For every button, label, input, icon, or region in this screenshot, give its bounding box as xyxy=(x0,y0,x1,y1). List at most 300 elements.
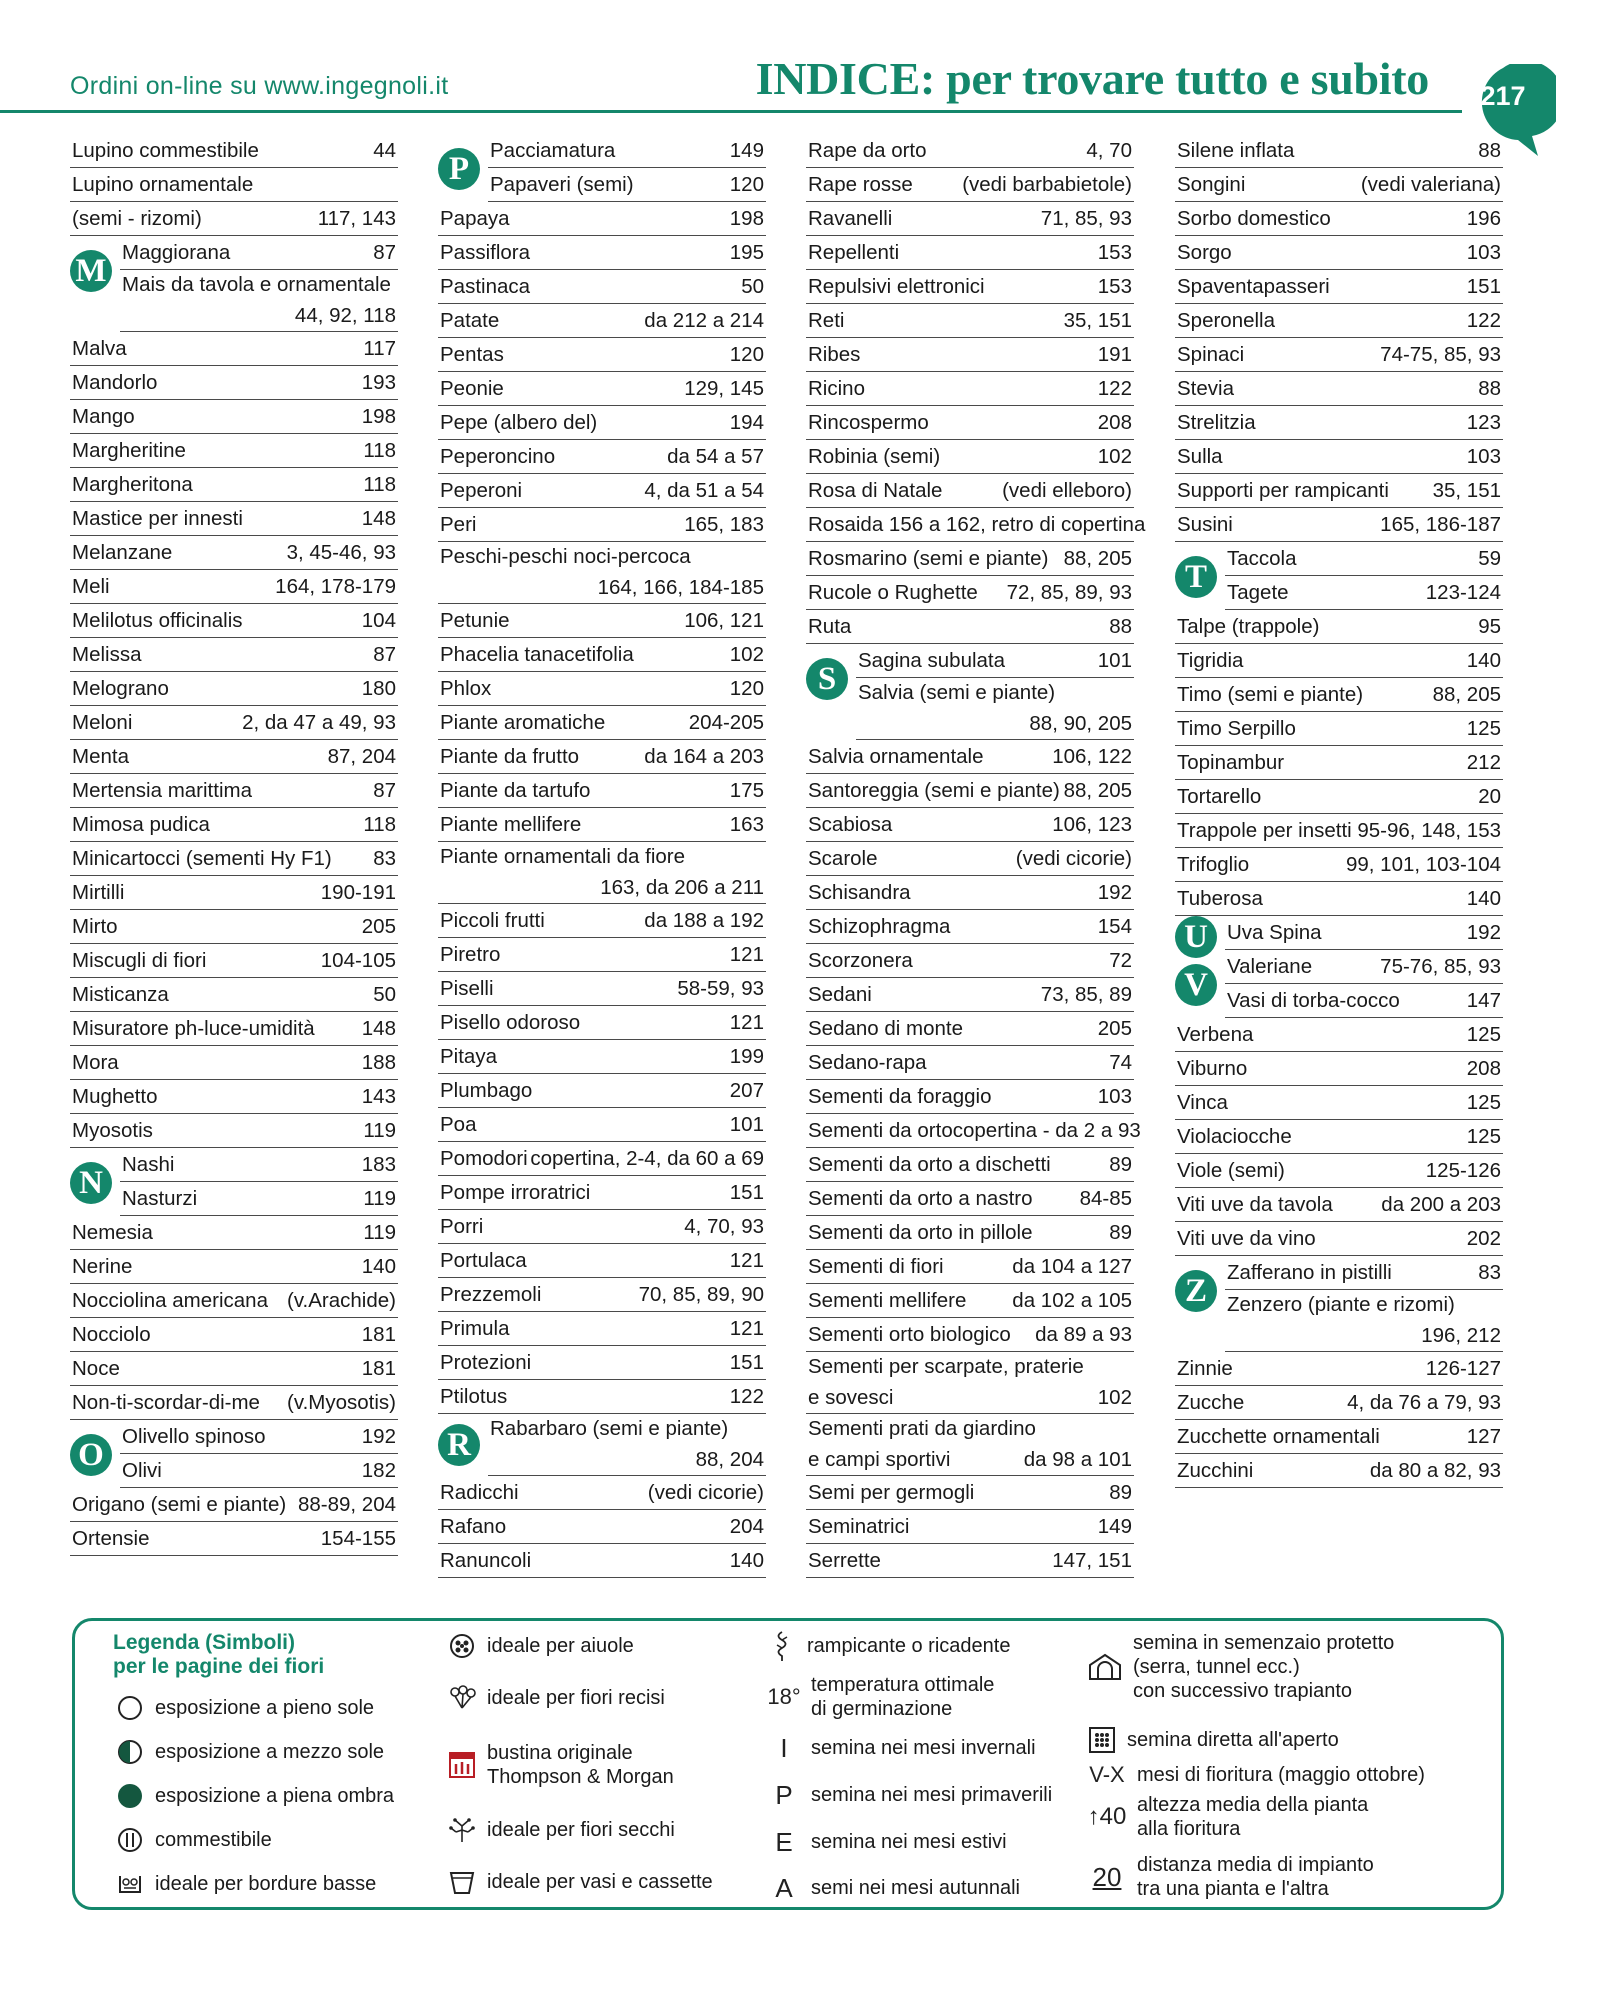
entry-line xyxy=(1177,1420,1501,1453)
index-entry[interactable] xyxy=(438,1142,766,1176)
entry-line xyxy=(122,236,396,269)
entry-name: Tortarello xyxy=(1177,784,1262,808)
entry-name: Piretro xyxy=(440,942,501,966)
index-entry[interactable] xyxy=(438,508,766,542)
entry-line xyxy=(440,1142,764,1175)
index-entry[interactable] xyxy=(70,672,398,706)
index-entry[interactable] xyxy=(806,168,1134,202)
page-number: 217 xyxy=(1480,81,1526,111)
index-entry[interactable] xyxy=(1175,372,1503,406)
index-entry[interactable] xyxy=(488,134,766,168)
index-entry[interactable] xyxy=(70,1046,398,1080)
index-entry[interactable] xyxy=(806,610,1134,644)
index-entry[interactable] xyxy=(438,1074,766,1108)
entry-line xyxy=(1227,950,1501,983)
index-entry[interactable] xyxy=(806,910,1134,944)
entry-group xyxy=(70,1488,398,1556)
entry-line xyxy=(72,808,396,841)
entry-name: Salvia ornamentale xyxy=(808,744,984,768)
index-entry[interactable] xyxy=(438,338,766,372)
entry-pages: 72 xyxy=(1109,948,1132,972)
entry-pages: 3, 45-46, 93 xyxy=(286,540,396,564)
entry-pages: 99, 101, 103-104 xyxy=(1345,852,1501,876)
index-entry[interactable] xyxy=(806,1182,1134,1216)
index-entry[interactable] xyxy=(438,542,766,604)
index-entry[interactable] xyxy=(438,672,766,706)
index-entry[interactable] xyxy=(70,1012,398,1046)
index-entry[interactable] xyxy=(1225,576,1503,610)
index-entry[interactable] xyxy=(1225,1256,1503,1290)
entry-pages: 153 xyxy=(1097,274,1132,298)
index-entry[interactable] xyxy=(1175,1188,1503,1222)
entry-pages: 181 xyxy=(361,1356,396,1380)
entry-pages: 121 xyxy=(729,942,764,966)
index-entry[interactable] xyxy=(806,1476,1134,1510)
index-entry[interactable] xyxy=(438,904,766,938)
index-entry[interactable] xyxy=(806,1250,1134,1284)
entry-line xyxy=(1177,1086,1501,1119)
index-entry[interactable] xyxy=(1225,916,1503,950)
entry-pages: 147, 151 xyxy=(1052,1548,1132,1572)
entry-name: Sementi orto biologico xyxy=(808,1322,1011,1346)
entry-name: Lupino ornamentale xyxy=(72,172,254,196)
entry-line xyxy=(440,1476,764,1509)
index-entry[interactable] xyxy=(438,1380,766,1414)
index-entry[interactable] xyxy=(806,270,1134,304)
index-entry[interactable] xyxy=(70,1080,398,1114)
entry-line xyxy=(440,1006,764,1039)
entry-pages: 192 xyxy=(1466,920,1501,944)
index-entry[interactable] xyxy=(806,134,1134,168)
index-entry[interactable] xyxy=(438,1346,766,1380)
entry-pages: 122 xyxy=(1466,308,1501,332)
entry-pages: 2, da 47 a 49, 93 xyxy=(242,710,396,734)
index-entry[interactable] xyxy=(438,604,766,638)
entry-pages: 149 xyxy=(729,138,764,162)
index-entry[interactable] xyxy=(70,638,398,672)
index-entry[interactable] xyxy=(1175,678,1503,712)
index-entry[interactable] xyxy=(70,134,398,168)
entry-name: Tuberosa xyxy=(1177,886,1263,910)
entry-line xyxy=(440,1040,764,1073)
index-entry[interactable] xyxy=(1175,610,1503,644)
entry-line xyxy=(122,1148,396,1181)
index-entry[interactable] xyxy=(806,576,1134,610)
index-entry[interactable] xyxy=(438,372,766,406)
index-entry[interactable] xyxy=(120,270,398,332)
entry-name: Strelitzia xyxy=(1177,410,1256,434)
index-entry[interactable] xyxy=(806,406,1134,440)
section-letter-n: N xyxy=(70,1162,112,1204)
index-entry[interactable] xyxy=(1175,1154,1503,1188)
index-entry[interactable] xyxy=(806,1114,1141,1148)
index-entry[interactable] xyxy=(1175,474,1503,508)
index-entry[interactable] xyxy=(438,774,766,808)
index-entry[interactable] xyxy=(1175,1052,1503,1086)
index-entry[interactable] xyxy=(438,1244,766,1278)
legend-item xyxy=(1085,1793,1368,1841)
index-entry[interactable] xyxy=(70,1284,398,1318)
entry-line xyxy=(440,542,764,572)
index-entry[interactable] xyxy=(1225,984,1503,1018)
entry-line xyxy=(122,1454,396,1487)
entry-pages: 153 xyxy=(1097,240,1132,264)
index-entry[interactable] xyxy=(1175,338,1503,372)
entry-pages: 95 xyxy=(1478,614,1501,638)
entry-line-2 xyxy=(490,1444,764,1475)
index-entry[interactable] xyxy=(438,1040,766,1074)
entry-line xyxy=(440,406,764,439)
index-entry[interactable] xyxy=(120,1148,398,1182)
index-entry[interactable] xyxy=(120,1454,398,1488)
index-entry[interactable] xyxy=(120,236,398,270)
legend-label xyxy=(811,1783,1052,1807)
index-entry[interactable] xyxy=(70,1114,398,1148)
index-entry[interactable] xyxy=(806,1544,1134,1578)
index-entry[interactable] xyxy=(1175,1352,1503,1386)
index-entry[interactable] xyxy=(70,468,398,502)
legend-label xyxy=(807,1634,1010,1658)
entry-pages: 151 xyxy=(729,1180,764,1204)
legend-label xyxy=(487,1634,634,1658)
index-entry[interactable] xyxy=(1175,1120,1503,1154)
index-entry[interactable] xyxy=(438,1544,766,1578)
height-icon: ↑40 xyxy=(1087,1803,1127,1830)
index-entry[interactable] xyxy=(70,536,398,570)
entry-name: Zucchette ornamentali xyxy=(1177,1424,1380,1448)
legend-label-line: ideale per bordure basse xyxy=(155,1873,377,1895)
spring-icon: P xyxy=(775,1780,793,1810)
index-entry[interactable] xyxy=(1225,1290,1503,1352)
index-entry[interactable] xyxy=(70,434,398,468)
index-entry[interactable] xyxy=(438,842,766,904)
index-entry[interactable] xyxy=(806,1414,1134,1476)
index-entry[interactable] xyxy=(70,400,398,434)
entry-pages: da 212 a 214 xyxy=(644,308,764,332)
index-entry[interactable] xyxy=(806,508,1146,542)
index-entry[interactable] xyxy=(70,740,398,774)
index-entry[interactable] xyxy=(806,236,1134,270)
legend-item xyxy=(113,1735,384,1769)
entry-name: Pitaya xyxy=(440,1044,497,1068)
entry-line xyxy=(808,1318,1132,1351)
entry-line xyxy=(808,338,1132,371)
entry-line xyxy=(808,1012,1132,1045)
index-entry[interactable] xyxy=(438,1108,766,1142)
entry-pages: 35, 151 xyxy=(1063,308,1132,332)
index-entry[interactable] xyxy=(1175,848,1503,882)
entry-line-2 xyxy=(440,572,764,603)
entry-line xyxy=(808,372,1132,405)
entry-line xyxy=(440,304,764,337)
index-entry[interactable] xyxy=(438,706,766,740)
index-entry[interactable] xyxy=(70,604,398,638)
entry-pages: 202 xyxy=(1466,1226,1501,1250)
entry-line xyxy=(1177,474,1501,507)
entry-pages: 106, 122 xyxy=(1052,744,1132,768)
winter-icon: I xyxy=(780,1733,788,1763)
index-entry[interactable] xyxy=(806,1352,1134,1414)
entry-pages: 165, 186-187 xyxy=(1380,512,1501,536)
entry-name: Piante ornamentali da fiore xyxy=(440,845,686,868)
index-entry[interactable] xyxy=(438,236,766,270)
legend-label-line: tra una pianta e l'altra xyxy=(1137,1878,1329,1900)
entry-line xyxy=(1177,678,1501,711)
index-entry[interactable] xyxy=(70,1250,398,1284)
index-entry[interactable] xyxy=(1175,440,1503,474)
index-entry[interactable] xyxy=(70,1522,398,1556)
index-entry[interactable] xyxy=(856,678,1134,740)
legend-label-line: rampicante o ricadente xyxy=(807,1635,1011,1657)
entry-pages: 50 xyxy=(741,274,764,298)
index-entry[interactable] xyxy=(488,1414,766,1476)
index-entry[interactable] xyxy=(806,372,1134,406)
index-entry[interactable] xyxy=(438,304,766,338)
index-entry[interactable] xyxy=(70,168,398,202)
index-entry[interactable] xyxy=(1175,644,1503,678)
entry-line xyxy=(1177,848,1501,881)
index-entry[interactable] xyxy=(1175,1454,1503,1488)
entry-name: Piccoli frutti xyxy=(440,908,545,932)
entry-line xyxy=(1227,576,1501,609)
entry-pages: 119 xyxy=(363,1118,396,1142)
index-entry[interactable] xyxy=(806,876,1134,910)
entry-line xyxy=(440,672,764,705)
index-entry[interactable] xyxy=(806,1216,1134,1250)
legend-label xyxy=(1137,1763,1425,1787)
entry-line xyxy=(1177,1120,1501,1153)
entry-line xyxy=(808,1114,1141,1147)
entry-pages: 165, 183 xyxy=(684,512,764,536)
entry-pages: 103 xyxy=(1097,1084,1132,1108)
index-entry[interactable] xyxy=(806,304,1134,338)
entry-pages: 74 xyxy=(1109,1050,1132,1074)
full-shade-icon xyxy=(113,1779,147,1813)
entry-name: Viole (semi) xyxy=(1177,1158,1285,1182)
entry-name: Scorzonera xyxy=(808,948,913,972)
greenhouse-icon xyxy=(1085,1650,1125,1684)
legend-label xyxy=(487,1870,713,1894)
entry-name: Nemesia xyxy=(72,1220,153,1244)
index-entry[interactable] xyxy=(438,938,766,972)
entry-pages: 198 xyxy=(729,206,764,230)
index-entry[interactable] xyxy=(806,202,1134,236)
entry-pages: 140 xyxy=(1466,886,1501,910)
entry-line xyxy=(1177,406,1501,439)
index-entry[interactable] xyxy=(70,1352,398,1386)
index-entry[interactable] xyxy=(70,978,398,1012)
index-entry[interactable] xyxy=(1175,406,1503,440)
index-entry[interactable] xyxy=(120,1420,398,1454)
index-entry[interactable] xyxy=(70,570,398,604)
index-entry[interactable] xyxy=(70,366,398,400)
section-letter-v: V xyxy=(1175,964,1217,1006)
index-entry[interactable] xyxy=(438,638,766,672)
index-entry[interactable] xyxy=(70,774,398,808)
entry-pages: 88-89, 204 xyxy=(297,1492,396,1516)
index-entry[interactable] xyxy=(70,332,398,366)
page-header xyxy=(0,0,1619,120)
entry-line-2 xyxy=(808,1382,1132,1413)
entry-pages: 44 xyxy=(373,138,396,162)
index-entry[interactable] xyxy=(1175,508,1503,542)
index-entry[interactable] xyxy=(806,774,1134,808)
legend-item xyxy=(765,1629,1010,1663)
entry-pages: 125 xyxy=(1466,1022,1501,1046)
entry-name: Pomodori xyxy=(440,1146,528,1170)
index-entry[interactable] xyxy=(1225,542,1503,576)
index-entry[interactable] xyxy=(1175,1420,1503,1454)
index-entry[interactable] xyxy=(806,542,1134,576)
legend-label-line: temperatura ottimale xyxy=(811,1674,995,1696)
index-entry[interactable] xyxy=(70,1386,398,1420)
legend-item xyxy=(1085,1853,1374,1901)
index-entry[interactable] xyxy=(70,202,398,236)
index-entry[interactable] xyxy=(438,1176,766,1210)
index-entry[interactable] xyxy=(806,1148,1134,1182)
entry-pages: 205 xyxy=(361,914,396,938)
index-entry[interactable] xyxy=(70,910,398,944)
entry-pages: da 188 a 192 xyxy=(644,908,764,932)
index-entry[interactable] xyxy=(1175,746,1503,780)
index-entry[interactable] xyxy=(438,474,766,508)
entry-line xyxy=(1177,168,1501,201)
entry-line xyxy=(858,644,1132,677)
entry-pages: 208 xyxy=(1466,1056,1501,1080)
header-rule xyxy=(0,110,1462,113)
index-entry[interactable] xyxy=(806,338,1134,372)
entry-line xyxy=(808,270,1132,303)
entry-name: Melograno xyxy=(72,676,169,700)
index-entry[interactable] xyxy=(438,1510,766,1544)
index-entry[interactable] xyxy=(1175,712,1503,746)
index-entry[interactable] xyxy=(1175,134,1503,168)
index-entry[interactable] xyxy=(70,808,398,842)
index-entry[interactable] xyxy=(1175,202,1503,236)
index-entry[interactable] xyxy=(806,740,1134,774)
entry-pages: 163 xyxy=(729,812,764,836)
index-entry[interactable] xyxy=(438,406,766,440)
entry-pages: 72, 85, 89, 93 xyxy=(1006,580,1132,604)
index-entry[interactable] xyxy=(70,1216,398,1250)
index-entry[interactable] xyxy=(70,1488,398,1522)
entry-name: Misuratore ph-luce-umidità xyxy=(72,1016,315,1040)
entry-name: Sementi da orto in pillole xyxy=(808,1220,1033,1244)
index-entry[interactable] xyxy=(438,1006,766,1040)
index-entry[interactable] xyxy=(806,808,1134,842)
entry-pages: 164, 166, 184-185 xyxy=(597,575,764,599)
legend-label-line: semina nei mesi estivi xyxy=(811,1831,1007,1853)
index-entry[interactable] xyxy=(1175,814,1503,848)
index-entry[interactable] xyxy=(70,876,398,910)
section-letter-s: S xyxy=(806,658,848,700)
index-entry[interactable] xyxy=(806,1080,1134,1114)
index-entry[interactable] xyxy=(438,972,766,1006)
index-entry[interactable] xyxy=(1175,270,1503,304)
entry-line xyxy=(1177,1188,1501,1221)
entry-name: Sorbo domestico xyxy=(1177,206,1331,230)
index-entry[interactable] xyxy=(1175,1222,1503,1256)
index-entry[interactable] xyxy=(70,944,398,978)
entry-line xyxy=(808,1182,1132,1215)
index-entry[interactable] xyxy=(806,440,1134,474)
legend-label-line: esposizione a piena ombra xyxy=(155,1785,395,1807)
entry-name: Mirtilli xyxy=(72,880,125,904)
index-entry[interactable] xyxy=(1175,168,1503,202)
entry-line xyxy=(1177,270,1501,303)
entry-pages: 205 xyxy=(1097,1016,1132,1040)
index-entry[interactable] xyxy=(856,644,1134,678)
legend-item xyxy=(765,1673,994,1721)
index-entry[interactable] xyxy=(70,842,398,876)
index-entry[interactable] xyxy=(806,1046,1134,1080)
index-entry[interactable] xyxy=(438,440,766,474)
index-entry[interactable] xyxy=(806,1318,1134,1352)
index-entry[interactable] xyxy=(70,502,398,536)
site-url[interactable]: Ordini on-line su www.ingegnoli.it xyxy=(70,72,449,100)
index-entry[interactable] xyxy=(120,1182,398,1216)
index-entry[interactable] xyxy=(806,474,1134,508)
entry-name: Piselli xyxy=(440,976,494,1000)
index-entry[interactable] xyxy=(438,270,766,304)
index-entry[interactable] xyxy=(438,808,766,842)
entry-line xyxy=(72,638,396,671)
entry-name: Melilotus officinalis xyxy=(72,608,243,632)
entry-pages: 125 xyxy=(1466,1090,1501,1114)
legend-item xyxy=(765,1778,1052,1812)
entry-name: Sementi mellifere xyxy=(808,1288,967,1312)
entry-line xyxy=(1177,814,1501,847)
legend-title xyxy=(113,1631,324,1679)
entry-name: Piante da frutto xyxy=(440,744,580,768)
entry-pages: 204-205 xyxy=(688,710,764,734)
index-entry[interactable] xyxy=(438,202,766,236)
entry-line xyxy=(440,1108,764,1141)
index-entry[interactable] xyxy=(1175,1086,1503,1120)
index-entry[interactable] xyxy=(1175,236,1503,270)
entry-pages: 127 xyxy=(1466,1424,1501,1448)
index-entry[interactable] xyxy=(806,944,1134,978)
index-entry[interactable] xyxy=(438,1210,766,1244)
index-entry[interactable] xyxy=(1175,882,1503,916)
index-entry[interactable] xyxy=(1175,780,1503,814)
entry-line xyxy=(440,1176,764,1209)
entry-name: Olivello spinoso xyxy=(122,1424,266,1448)
index-entry[interactable] xyxy=(438,1312,766,1346)
index-entry[interactable] xyxy=(488,168,766,202)
index-entry[interactable] xyxy=(438,1476,766,1510)
entry-line xyxy=(808,910,1132,943)
index-entry[interactable] xyxy=(1175,1386,1503,1420)
entry-line xyxy=(808,1352,1132,1382)
index-entry[interactable] xyxy=(806,1284,1134,1318)
index-entry[interactable] xyxy=(1225,950,1503,984)
legend-label xyxy=(487,1818,675,1842)
index-entry[interactable] xyxy=(806,978,1134,1012)
entry-line xyxy=(72,1352,396,1385)
index-entry[interactable] xyxy=(70,706,398,740)
index-entry[interactable] xyxy=(806,1012,1134,1046)
index-entry[interactable] xyxy=(806,1510,1134,1544)
index-entry[interactable] xyxy=(438,1278,766,1312)
index-entry[interactable] xyxy=(1175,1018,1503,1052)
index-entry[interactable] xyxy=(438,740,766,774)
index-entry[interactable] xyxy=(1175,304,1503,338)
entry-name: Meloni xyxy=(72,710,133,734)
index-entry[interactable] xyxy=(806,842,1134,876)
index-entry[interactable] xyxy=(70,1318,398,1352)
entry-pages: 59 xyxy=(1478,546,1501,570)
